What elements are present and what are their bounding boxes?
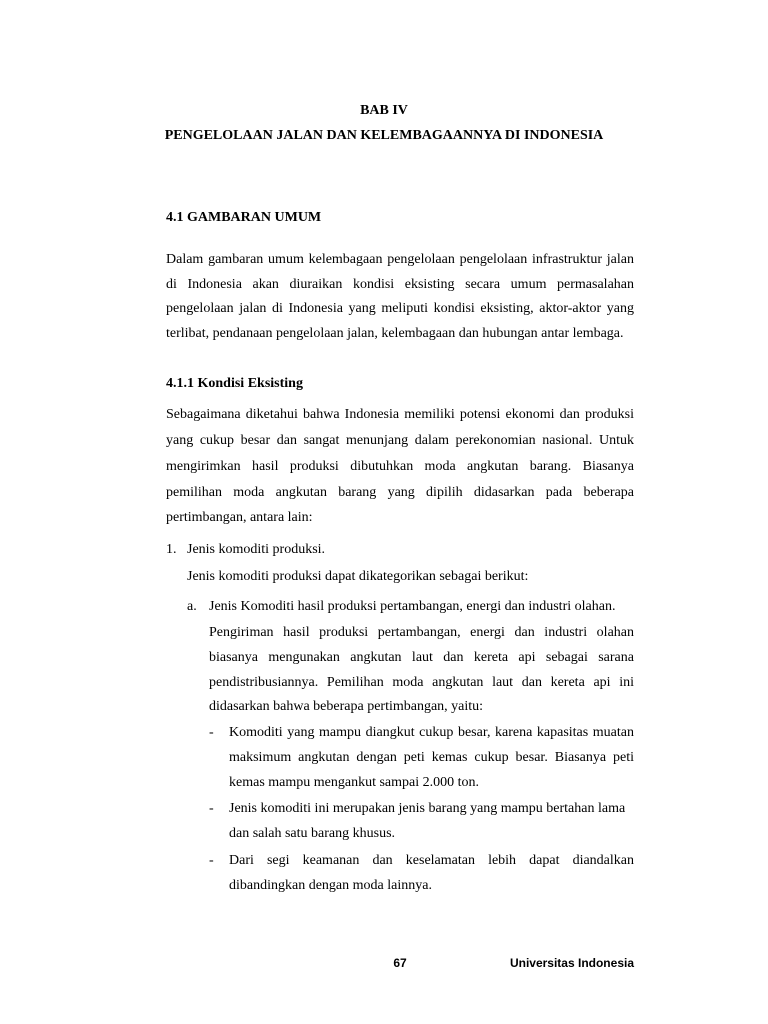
- paragraph-line: pertimbangan, antara lain:: [166, 510, 313, 525]
- paragraph-line: Pengiriman hasil produksi pertambangan, energi dan industri olahan: [209, 625, 634, 640]
- list-item-intro: Jenis komoditi produksi dapat dikategorikan sebagai berikut:: [187, 569, 529, 584]
- paragraph-line: biasanya mengunakan angkutan laut dan kereta api sebagai sarana: [209, 650, 634, 665]
- chapter-title: PENGELOLAAN JALAN DAN KELEMBAGAANNYA DI INDONESIA: [164, 128, 604, 143]
- paragraph-line: Dalam gambaran umum kelembagaan pengelolaan pengelolaan infrastruktur jalan: [166, 252, 634, 267]
- bullet-line: dibandingkan dengan moda lainnya.: [229, 878, 432, 893]
- bullet-marker: -: [209, 801, 214, 816]
- bullet-line: Jenis komoditi ini merupakan jenis barang yang mampu bertahan lama: [229, 801, 626, 816]
- sub-list-item-title: Jenis Komoditi hasil produksi pertambangan, energi dan industri olahan.: [209, 599, 616, 614]
- page-number: 67: [393, 956, 407, 970]
- bullet-line: kemas mampu mengankut sampai 2.000 ton.: [229, 775, 480, 790]
- paragraph-line: pengelolaan jalan di Indonesia yang meliputi kondisi eksisting, aktor-aktor yang: [166, 301, 634, 316]
- bullet-line: Dari segi keamanan dan keselamatan lebih dapat diandalkan: [229, 853, 634, 868]
- list-marker: 1.: [166, 542, 177, 557]
- paragraph-line: pemilihan moda angkutan barang yang dipilih didasarkan pada beberapa: [166, 485, 634, 500]
- footer-institution: Universitas Indonesia: [509, 956, 634, 970]
- chapter-label: BAB IV: [360, 103, 408, 118]
- bullet-line: Komoditi yang mampu diangkut cukup besar, karena kapasitas muatan: [229, 725, 634, 740]
- paragraph-line: didasarkan bahwa beberapa pertimbangan, yaitu:: [209, 699, 484, 714]
- list-item-title: Jenis komoditi produksi.: [187, 542, 326, 557]
- section-heading-4-1-1: 4.1.1 Kondisi Eksisting: [166, 376, 303, 391]
- paragraph-line: yang cukup besar dan sangat menunjang dalam perekonomian nasional. Untuk: [166, 433, 634, 448]
- bullet-line: maksimum angkutan dengan peti kemas cukup besar. Biasanya peti: [229, 750, 634, 765]
- paragraph-line: pendistribusiannya. Pemilihan moda angkutan laut dan kereta api ini: [209, 675, 634, 690]
- section-heading-4-1: 4.1 GAMBARAN UMUM: [166, 210, 322, 225]
- bullet-marker: -: [209, 725, 214, 740]
- list-marker: a.: [187, 599, 197, 614]
- bullet-marker: -: [209, 853, 214, 868]
- paragraph-line: terlibat, pendanaan pengelolaan jalan, kelembagaan dan hubungan antar lembaga.: [166, 326, 624, 341]
- paragraph-line: di Indonesia akan diuraikan kondisi eksisting secara umum permasalahan: [166, 277, 634, 292]
- paragraph-line: Sebagaimana diketahui bahwa Indonesia memiliki potensi ekonomi dan produksi: [166, 407, 634, 422]
- paragraph-line: mengirimkan hasil produksi dibutuhkan moda angkutan barang. Biasanya: [166, 459, 634, 474]
- bullet-line: dan salah satu barang khusus.: [229, 826, 396, 841]
